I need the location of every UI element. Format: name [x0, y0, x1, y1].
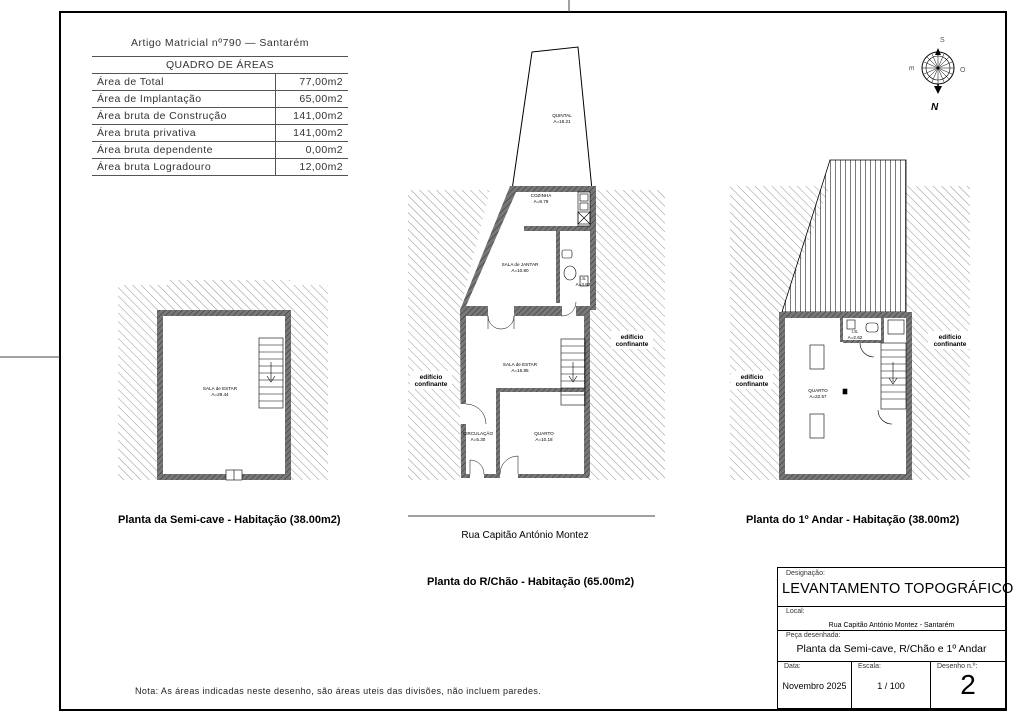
designacao-label: Designação: [786, 570, 825, 577]
peca-value: Planta da Semi-cave, R/Chão e 1º Andar [796, 643, 987, 655]
rc-room-1-name: COZINHA [530, 193, 552, 198]
compass-rose-icon [907, 37, 966, 113]
compass-s: S [940, 37, 945, 44]
rc-room-5-area: A=5.30 [470, 437, 486, 442]
escala-label: Escala: [858, 663, 881, 670]
an-neighbour-right-2: confinante [933, 341, 967, 348]
areas-note: Nota: As áreas indicadas neste desenho, são áreas uteis das divisões, não incluem paredes. [135, 686, 542, 696]
table-row [92, 125, 348, 142]
plan-semi-cave [118, 280, 328, 480]
desenho-number: 2 [960, 669, 976, 700]
compass-north-label: N [931, 102, 939, 113]
area-value: 12,00m2 [276, 159, 349, 176]
artigo-matricial: Artigo Matricial nº790 — Santarém [131, 37, 309, 49]
rc-room-3-name: I.S. [579, 276, 587, 281]
an-room-0-area: A=2.62 [847, 335, 863, 340]
rc-room-3-area: A=3.62 [575, 282, 591, 287]
rc-neighbour-right-1: edifício [620, 334, 644, 341]
area-value: 77,00m2 [276, 74, 349, 91]
peca-label: Peça desenhada: [786, 632, 841, 639]
rc-room-2-name: SALA de JANTAR [501, 262, 539, 267]
area-value: 141,00m2 [276, 125, 349, 142]
rc-room-4-name: SALA de ESTAR [502, 362, 538, 367]
plan-1-andar [730, 160, 972, 480]
an-room-1-area: A=22.57 [809, 394, 827, 399]
areas-table [92, 56, 348, 176]
rc-room-2-area: A=10.80 [511, 268, 529, 273]
rc-neighbour-left-1: edifício [419, 374, 443, 381]
an-room-1-name: QUARTO [808, 388, 828, 393]
street-name: Rua Capitão António Montez [461, 530, 589, 541]
area-value: 0,00m2 [276, 142, 349, 159]
rc-room-6-area: A=10.18 [535, 437, 553, 442]
rc-room-5-name: CIRCULAÇÃO [462, 431, 494, 436]
an-neighbour-right-1: edifício [938, 334, 962, 341]
an-neighbour-left-2: confinante [735, 381, 769, 388]
local-value: Rua Capitão António Montez - Santarém [828, 622, 955, 629]
compass-e: E [907, 66, 914, 71]
semi-room-area: A=29.44 [211, 392, 229, 397]
an-neighbour-left-1: edifício [740, 374, 764, 381]
table-row [92, 142, 348, 159]
rc-neighbour-left-2: confinante [414, 381, 448, 388]
rc-room-6-name: QUARTO [534, 431, 554, 436]
plan-r-chao [408, 47, 665, 516]
desenho-label: Desenho n.º: [937, 663, 978, 670]
escala-value: 1 / 100 [877, 681, 905, 691]
rc-neighbour-right-2: confinante [615, 341, 649, 348]
rc-room-0-area: A=18.21 [553, 119, 571, 124]
rc-room-4-area: A=15.85 [511, 368, 529, 373]
table-row [92, 91, 348, 108]
title-block [777, 567, 1014, 709]
area-label: Área de Total [92, 74, 276, 91]
area-label: Área de Implantação [92, 91, 276, 108]
designacao-value: LEVANTAMENTO TOPOGRÁFICO [782, 581, 1014, 597]
table-row [92, 159, 348, 176]
area-label: Área bruta Logradouro [92, 159, 276, 176]
areas-table-header: QUADRO DE ÁREAS [92, 57, 348, 74]
rc-room-1-area: A=8.79 [533, 199, 549, 204]
area-label: Área bruta de Construção [92, 108, 276, 125]
area-label: Área bruta privativa [92, 125, 276, 142]
primeiro-andar-title: Planta do 1º Andar - Habitação (38.00m2) [746, 514, 960, 526]
data-label: Data: [784, 663, 801, 670]
area-label: Área bruta dependente [92, 142, 276, 159]
data-value: Novembro 2025 [782, 681, 847, 691]
semi-cave-title: Planta da Semi-cave - Habitação (38.00m2) [118, 514, 341, 526]
r-chao-title: Planta do R/Chão - Habitação (65.00m2) [427, 576, 635, 588]
rc-room-0-name: QUINTAL [552, 113, 572, 118]
local-label: Local: [786, 608, 805, 615]
table-row [92, 74, 348, 91]
area-value: 65,00m2 [276, 91, 349, 108]
area-value: 141,00m2 [276, 108, 349, 125]
compass-o: O [960, 67, 966, 74]
an-room-0-name: I.S. [851, 329, 859, 334]
table-row [92, 108, 348, 125]
semi-room-name: SALA de ESTAR [202, 386, 238, 391]
